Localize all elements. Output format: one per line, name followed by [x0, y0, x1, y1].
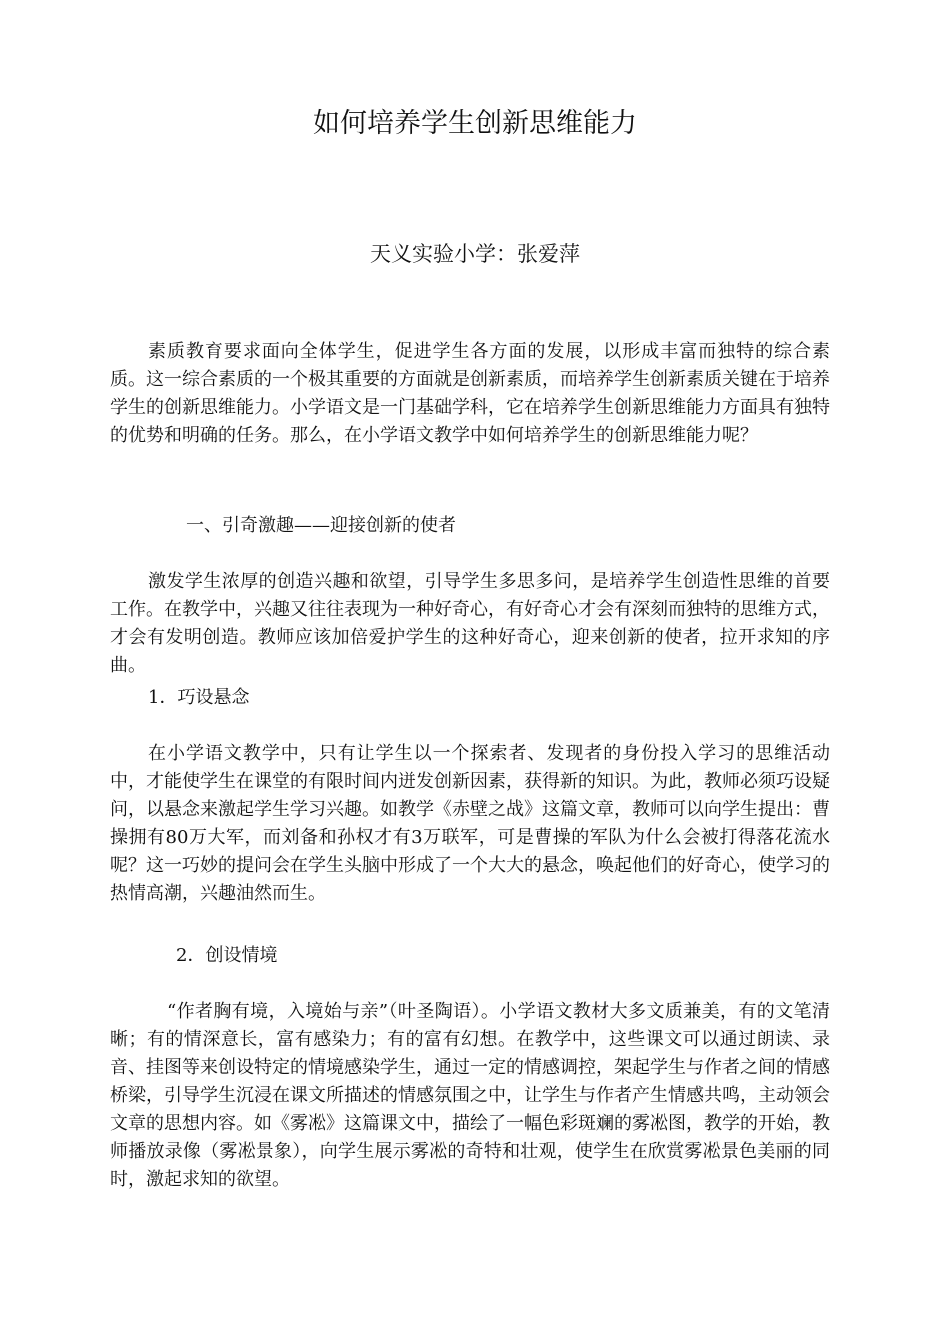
document-title: 如何培养学生创新思维能力 — [313, 108, 637, 139]
section-1-paragraph: 激发学生浓厚的创造兴趣和欲望，引导学生多思多问，是培养学生创造性思维的首要工作。在教学中，兴趣又往往表现为一种好奇心，有好奇心才会有深刻而独特的思维方式，才会有发明创造。教师应该加倍爱护学生的这种好奇心，迎来创新的使者，拉开求知的序曲。 — [110, 571, 830, 676]
subsection-2-heading: 2．创设情境 — [176, 945, 278, 966]
intro-paragraph: 素质教育要求面向全体学生，促进学生各方面的发展，以形成丰富而独特的综合素质。这一综合素质的一个极其重要的方面就是创新素质，而培养学生创新素质关键在于培养学生的创新思维能力。小学语文是一门基础学科，它在培养学生创新思维能力方面具有独特的优势和明确的任务。那么，在小学语文教学中如何培养学生的创新思维能力呢？ — [110, 341, 830, 446]
subsection-1-heading: 1．巧设悬念 — [148, 687, 250, 708]
document-author: 天义实验小学：张爱萍 — [370, 242, 580, 266]
subsection-1-paragraph: 在小学语文教学中，只有让学生以一个探索者、发现者的身份投入学习的思维活动中，才能使学生在课堂的有限时间内迸发创新因素，获得新的知识。为此，教师必须巧设疑问，以悬念来激起学生学习兴趣。如教学《赤壁之战》这篇文章，教师可以向学生提出：曹操拥有80万大军，而刘备和孙权才有3万联军，可是曹操的军队为什么会被打得落花流水呢？这一巧妙的提问会在学生头脑中形成了一个大大的悬念，唤起他们的好奇心，使学习的热情高潮，兴趣油然而生。 — [110, 743, 830, 904]
section-1-heading: 一、引奇激趣——迎接创新的使者 — [186, 515, 456, 536]
subsection-2-paragraph: “作者胸有境，入境始与亲”（叶圣陶语）。小学语文教材大多文质兼美，有的文笔清晰；有的情深意长，富有感染力；有的富有幻想。在教学中，这些课文可以通过朗读、录音、挂图等来创设特定的情境感染学生，通过一定的情感调控，架起学生与作者之间的情感桥梁，引导学生沉浸在课文所描述的情感氛围之中，让学生与作者产生情感共鸣，主动领会文章的思想内容。如《雾凇》这篇课文中，描绘了一幅色彩斑斓的雾凇图，教学的开始，教师播放录像（雾凇景象），向学生展示雾凇的奇特和壮观，使学生在欣赏雾凇景色美丽的同时，激起求知的欲望。 — [110, 1001, 830, 1190]
